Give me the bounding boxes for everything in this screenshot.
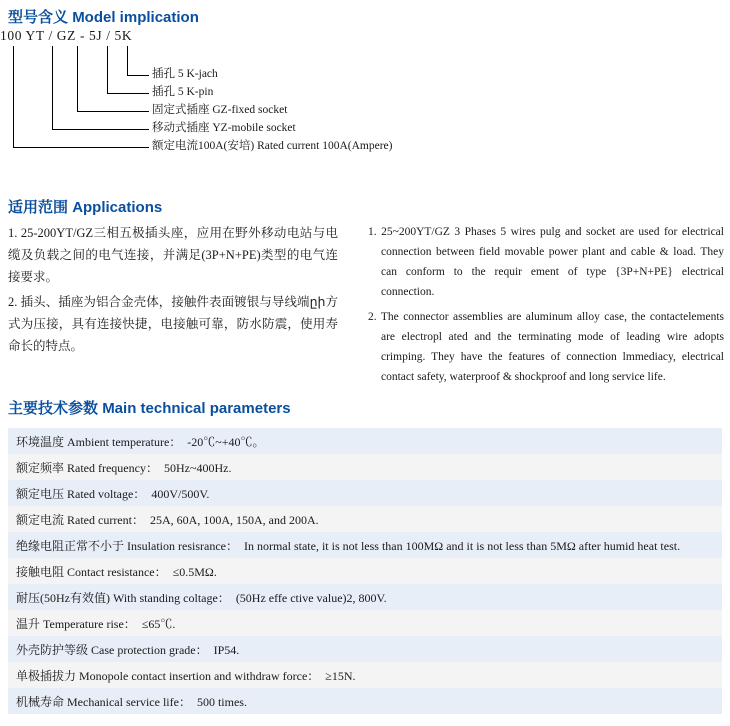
parameter-value: (50Hz effe ctive value)2, 800V. <box>235 590 387 605</box>
leader-vline-2 <box>107 46 108 93</box>
table-row <box>8 636 722 662</box>
applications-chinese-text <box>8 222 338 360</box>
applications-heading-cn: 适用范围 <box>8 199 69 216</box>
parameter-label: 机械寿命 Mechanical service life： <box>16 694 191 709</box>
leader-vline-3 <box>77 46 78 111</box>
parameter-label: 环境温度 Ambient temperature： <box>16 434 182 449</box>
parameter-cell <box>8 610 722 636</box>
parameter-cell <box>8 662 722 688</box>
parameter-value: -20℃~+40℃。 <box>187 434 265 449</box>
leader-hline-4 <box>52 129 149 130</box>
leader-hline-3 <box>77 111 149 112</box>
parameter-cell <box>8 428 722 454</box>
parameter-cell <box>8 688 722 714</box>
parameter-label: 额定电压 Rated voltage： <box>16 486 146 501</box>
model-implication-heading-en: Model implication <box>72 9 199 26</box>
model-implication-heading <box>8 6 722 27</box>
parameter-cell <box>8 636 722 662</box>
leader-vline-1 <box>127 46 128 75</box>
parameter-label: 额定频率 Rated frequency： <box>16 460 158 475</box>
parameter-label: 绝缘电阻正常不小于 Insulation resisrance： <box>16 538 238 553</box>
parameter-label: 温升 Temperature rise： <box>16 616 136 631</box>
model-implication-heading-cn: 型号含义 <box>8 9 69 26</box>
parameter-cell <box>8 584 722 610</box>
parameter-cell <box>8 454 722 480</box>
table-row <box>8 688 722 714</box>
leader-label-3: 固定式插座 GZ-fixed socket <box>152 104 288 116</box>
applications-cn-item-1: 1. 25-200YT/GZ三相五极插头座，应用在野外移动电站与电缆及负载之间的电气连接，并满足(3P+N+PE)类型的电气连接要求。 <box>8 226 338 284</box>
parameter-value: 500 times. <box>196 694 247 709</box>
applications-en-item-1: 1. 25~200YT/GZ 3 Phases 5 wires pulg and socket are used for electrical connection between field movable power plant and cable & load. They can conform to the requir ement of type {3P+N+PE} electrical connection. <box>368 226 724 298</box>
parameters-heading <box>8 397 291 418</box>
table-row <box>8 480 722 506</box>
leader-hline-5 <box>13 147 149 148</box>
parameter-cell <box>8 480 722 506</box>
parameter-value: ≤65℃. <box>141 616 176 631</box>
leader-vline-5 <box>13 46 14 147</box>
parameter-cell <box>8 532 722 558</box>
table-row <box>8 610 722 636</box>
parameters-table <box>8 428 722 714</box>
parameter-label: 接触电阻 Contact resistance： <box>16 564 167 579</box>
leader-label-4: 移动式插座 YZ-mobile socket <box>152 122 296 134</box>
parameter-cell <box>8 506 722 532</box>
parameter-value: IP54. <box>213 642 240 657</box>
model-leader-diagram <box>0 46 700 166</box>
parameter-label: 耐压(50Hz有效值) With standing coltage： <box>16 590 230 605</box>
table-row <box>8 454 722 480</box>
parameter-value: 400V/500V. <box>151 486 210 501</box>
parameter-value: ≥15N. <box>325 668 356 683</box>
leader-label-2: 插孔 5 K-pin <box>152 86 214 98</box>
applications-english-text <box>368 222 724 392</box>
table-row <box>8 558 722 584</box>
parameter-value: In normal state, it is not less than 100MΩ and it is not less than 5MΩ after humid heat test. <box>243 538 681 553</box>
parameter-value: 25A, 60A, 100A, 150A, and 200A. <box>149 512 319 527</box>
model-code-text: 100 YT / GZ - 5J / 5K <box>0 28 133 43</box>
leader-label-1: 插孔 5 K-jach <box>152 68 218 80</box>
parameters-table-body <box>8 428 722 714</box>
leader-vline-4 <box>52 46 53 129</box>
applications-en-item-2: 2. The connector assemblies are aluminum alloy case, the contactelements are electropl ated and the terminating mode of leading wire adopts crimping. They have the features of connection lmmediacy, electrical contact safety, waterproof & shockproof and long service life. <box>368 311 724 383</box>
parameters-heading-cn: 主要技术参数 <box>8 400 99 417</box>
parameter-value: 50Hz~400Hz. <box>163 460 232 475</box>
leader-hline-1 <box>127 75 149 76</box>
model-implication-section <box>8 6 722 27</box>
parameter-label: 外壳防护等级 Case protection grade： <box>16 642 208 657</box>
leader-hline-2 <box>107 93 149 94</box>
table-row <box>8 532 722 558</box>
parameter-value: ≤0.5MΩ. <box>172 564 217 579</box>
parameter-label: 单极插拔力 Monopole contact insertion and withdraw force： <box>16 668 320 683</box>
leader-label-5: 额定电流100A(安培) Rated current 100A(Ampere) <box>152 140 393 152</box>
parameter-cell <box>8 558 722 584</box>
applications-heading-en: Applications <box>72 199 163 216</box>
applications-cn-item-2: 2. 插头、插座为铝合金壳体，接触件表面镀银与导线端ըի方式为压接，具有连接快捷，电接触可靠，防水防震，使用寿命长的特点。 <box>8 295 338 353</box>
parameter-label: 额定电流 Rated current： <box>16 512 144 527</box>
applications-heading <box>8 196 162 217</box>
table-row <box>8 584 722 610</box>
table-row <box>8 428 722 454</box>
table-row <box>8 506 722 532</box>
table-row <box>8 662 722 688</box>
parameters-heading-en: Main technical parameters <box>102 400 291 417</box>
